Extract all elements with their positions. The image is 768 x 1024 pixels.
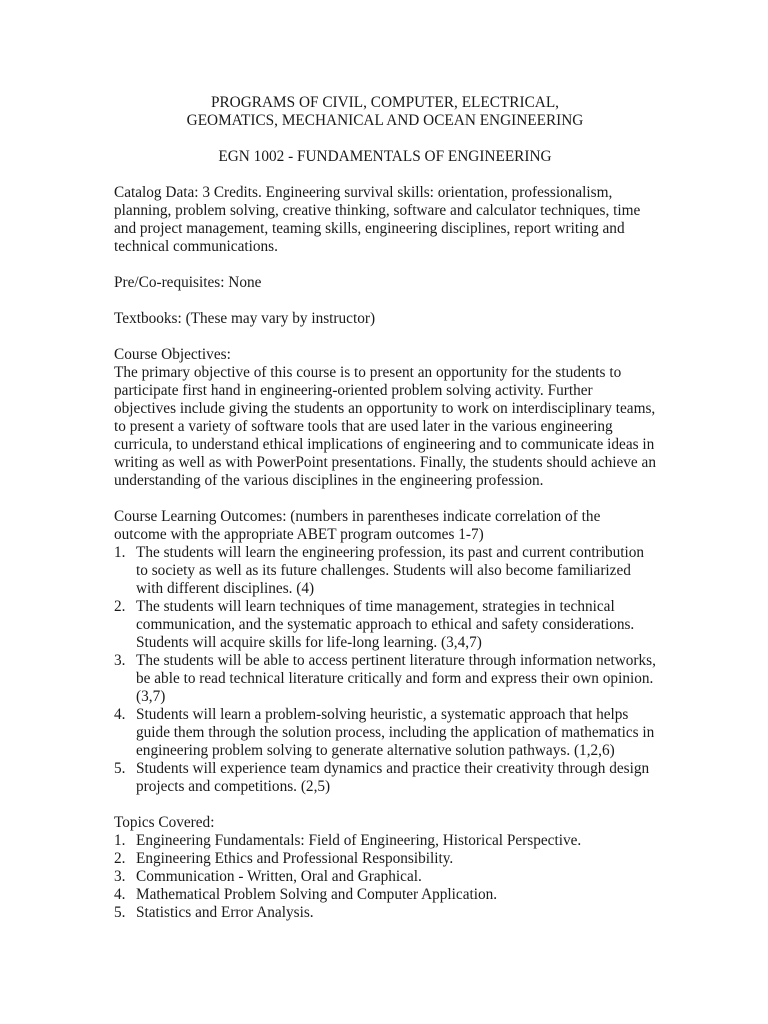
list-item-text: Students will experience team dynamics and practice their creativity through design projects and competitions. (2,5) bbox=[136, 760, 650, 795]
list-item-number: 3. bbox=[114, 652, 126, 669]
topics-list bbox=[114, 832, 656, 922]
list-item-text: Engineering Ethics and Professional Responsibility. bbox=[136, 850, 454, 867]
list-item-text: Statistics and Error Analysis. bbox=[136, 904, 314, 921]
prerequisites: Pre/Co-requisites: None bbox=[114, 274, 262, 291]
list-item-text: The students will be able to access pertinent literature through information networks, be able to read technical literature critically and form and express their own opinion. (3,7) bbox=[136, 652, 656, 705]
list-item-number: 1. bbox=[114, 544, 126, 561]
program-heading-line-2: GEOMATICS, MECHANICAL AND OCEAN ENGINEERING bbox=[186, 112, 584, 129]
list-item bbox=[114, 904, 656, 922]
catalog-data: Catalog Data: 3 Credits. Engineering survival skills: orientation, professionalism, planning, problem solving, creative thinking, software and calculator techniques, time and project management, teaming skills, engineering disciplines, report writing and technical communications. bbox=[114, 184, 641, 255]
list-item-text: Mathematical Problem Solving and Computer Application. bbox=[136, 886, 498, 903]
list-item-number: 3. bbox=[114, 868, 126, 885]
list-item bbox=[114, 886, 656, 904]
outcomes-heading: Course Learning Outcomes: (numbers in parentheses indicate correlation of the outcome with the appropriate ABET program outcomes 1-7) bbox=[114, 508, 601, 543]
list-item-text: Engineering Fundamentals: Field of Engineering, Historical Perspective. bbox=[136, 832, 582, 849]
program-heading-line-1: PROGRAMS OF CIVIL, COMPUTER, ELECTRICAL, bbox=[210, 94, 560, 111]
list-item-number: 5. bbox=[114, 904, 126, 921]
list-item-number: 5. bbox=[114, 760, 126, 777]
program-heading bbox=[114, 94, 656, 130]
document-page bbox=[114, 94, 656, 922]
list-item bbox=[114, 868, 656, 886]
list-item bbox=[114, 706, 656, 760]
list-item-number: 2. bbox=[114, 850, 126, 867]
list-item-text: The students will learn techniques of time management, strategies in technical communication, and the systematic approach to ethical and safety considerations. Students will acquire skills for life-long learning. (3,4,7) bbox=[136, 598, 635, 651]
list-item bbox=[114, 760, 656, 796]
objectives-heading: Course Objectives: bbox=[114, 346, 231, 363]
list-item-number: 4. bbox=[114, 886, 126, 903]
list-item bbox=[114, 544, 656, 598]
objectives-body: The primary objective of this course is to present an opportunity for the students to participate first hand in engineering-oriented problem solving activity. Further objectives include giving the students an opportunity to work on interdisciplinary teams, to present a variety of software tools that are used later in the various engineering curricula, to understand ethical implications of engineering and to communicate ideas in writing as well as with PowerPoint presentations. Finally, the students should achieve an understanding of the various disciplines in the engineering profession. bbox=[114, 364, 656, 489]
list-item bbox=[114, 850, 656, 868]
textbooks: Textbooks: (These may vary by instructor) bbox=[114, 310, 376, 327]
course-title: EGN 1002 - FUNDAMENTALS OF ENGINEERING bbox=[218, 148, 552, 165]
list-item bbox=[114, 832, 656, 850]
list-item-text: Communication - Written, Oral and Graphical. bbox=[136, 868, 422, 885]
list-item bbox=[114, 598, 656, 652]
list-item-number: 4. bbox=[114, 706, 126, 723]
topics-heading: Topics Covered: bbox=[114, 814, 215, 831]
list-item-number: 2. bbox=[114, 598, 126, 615]
list-item-text: The students will learn the engineering profession, its past and current contribution to society as well as its future challenges. Students will also become familiarized with different disciplines. (4) bbox=[136, 544, 645, 597]
list-item bbox=[114, 652, 656, 706]
list-item-number: 1. bbox=[114, 832, 126, 849]
outcomes-list bbox=[114, 544, 656, 796]
list-item-text: Students will learn a problem-solving heuristic, a systematic approach that helps guide them through the solution process, including the application of mathematics in engineering problem solving to generate alternative solution pathways. (1,2,6) bbox=[136, 706, 655, 759]
